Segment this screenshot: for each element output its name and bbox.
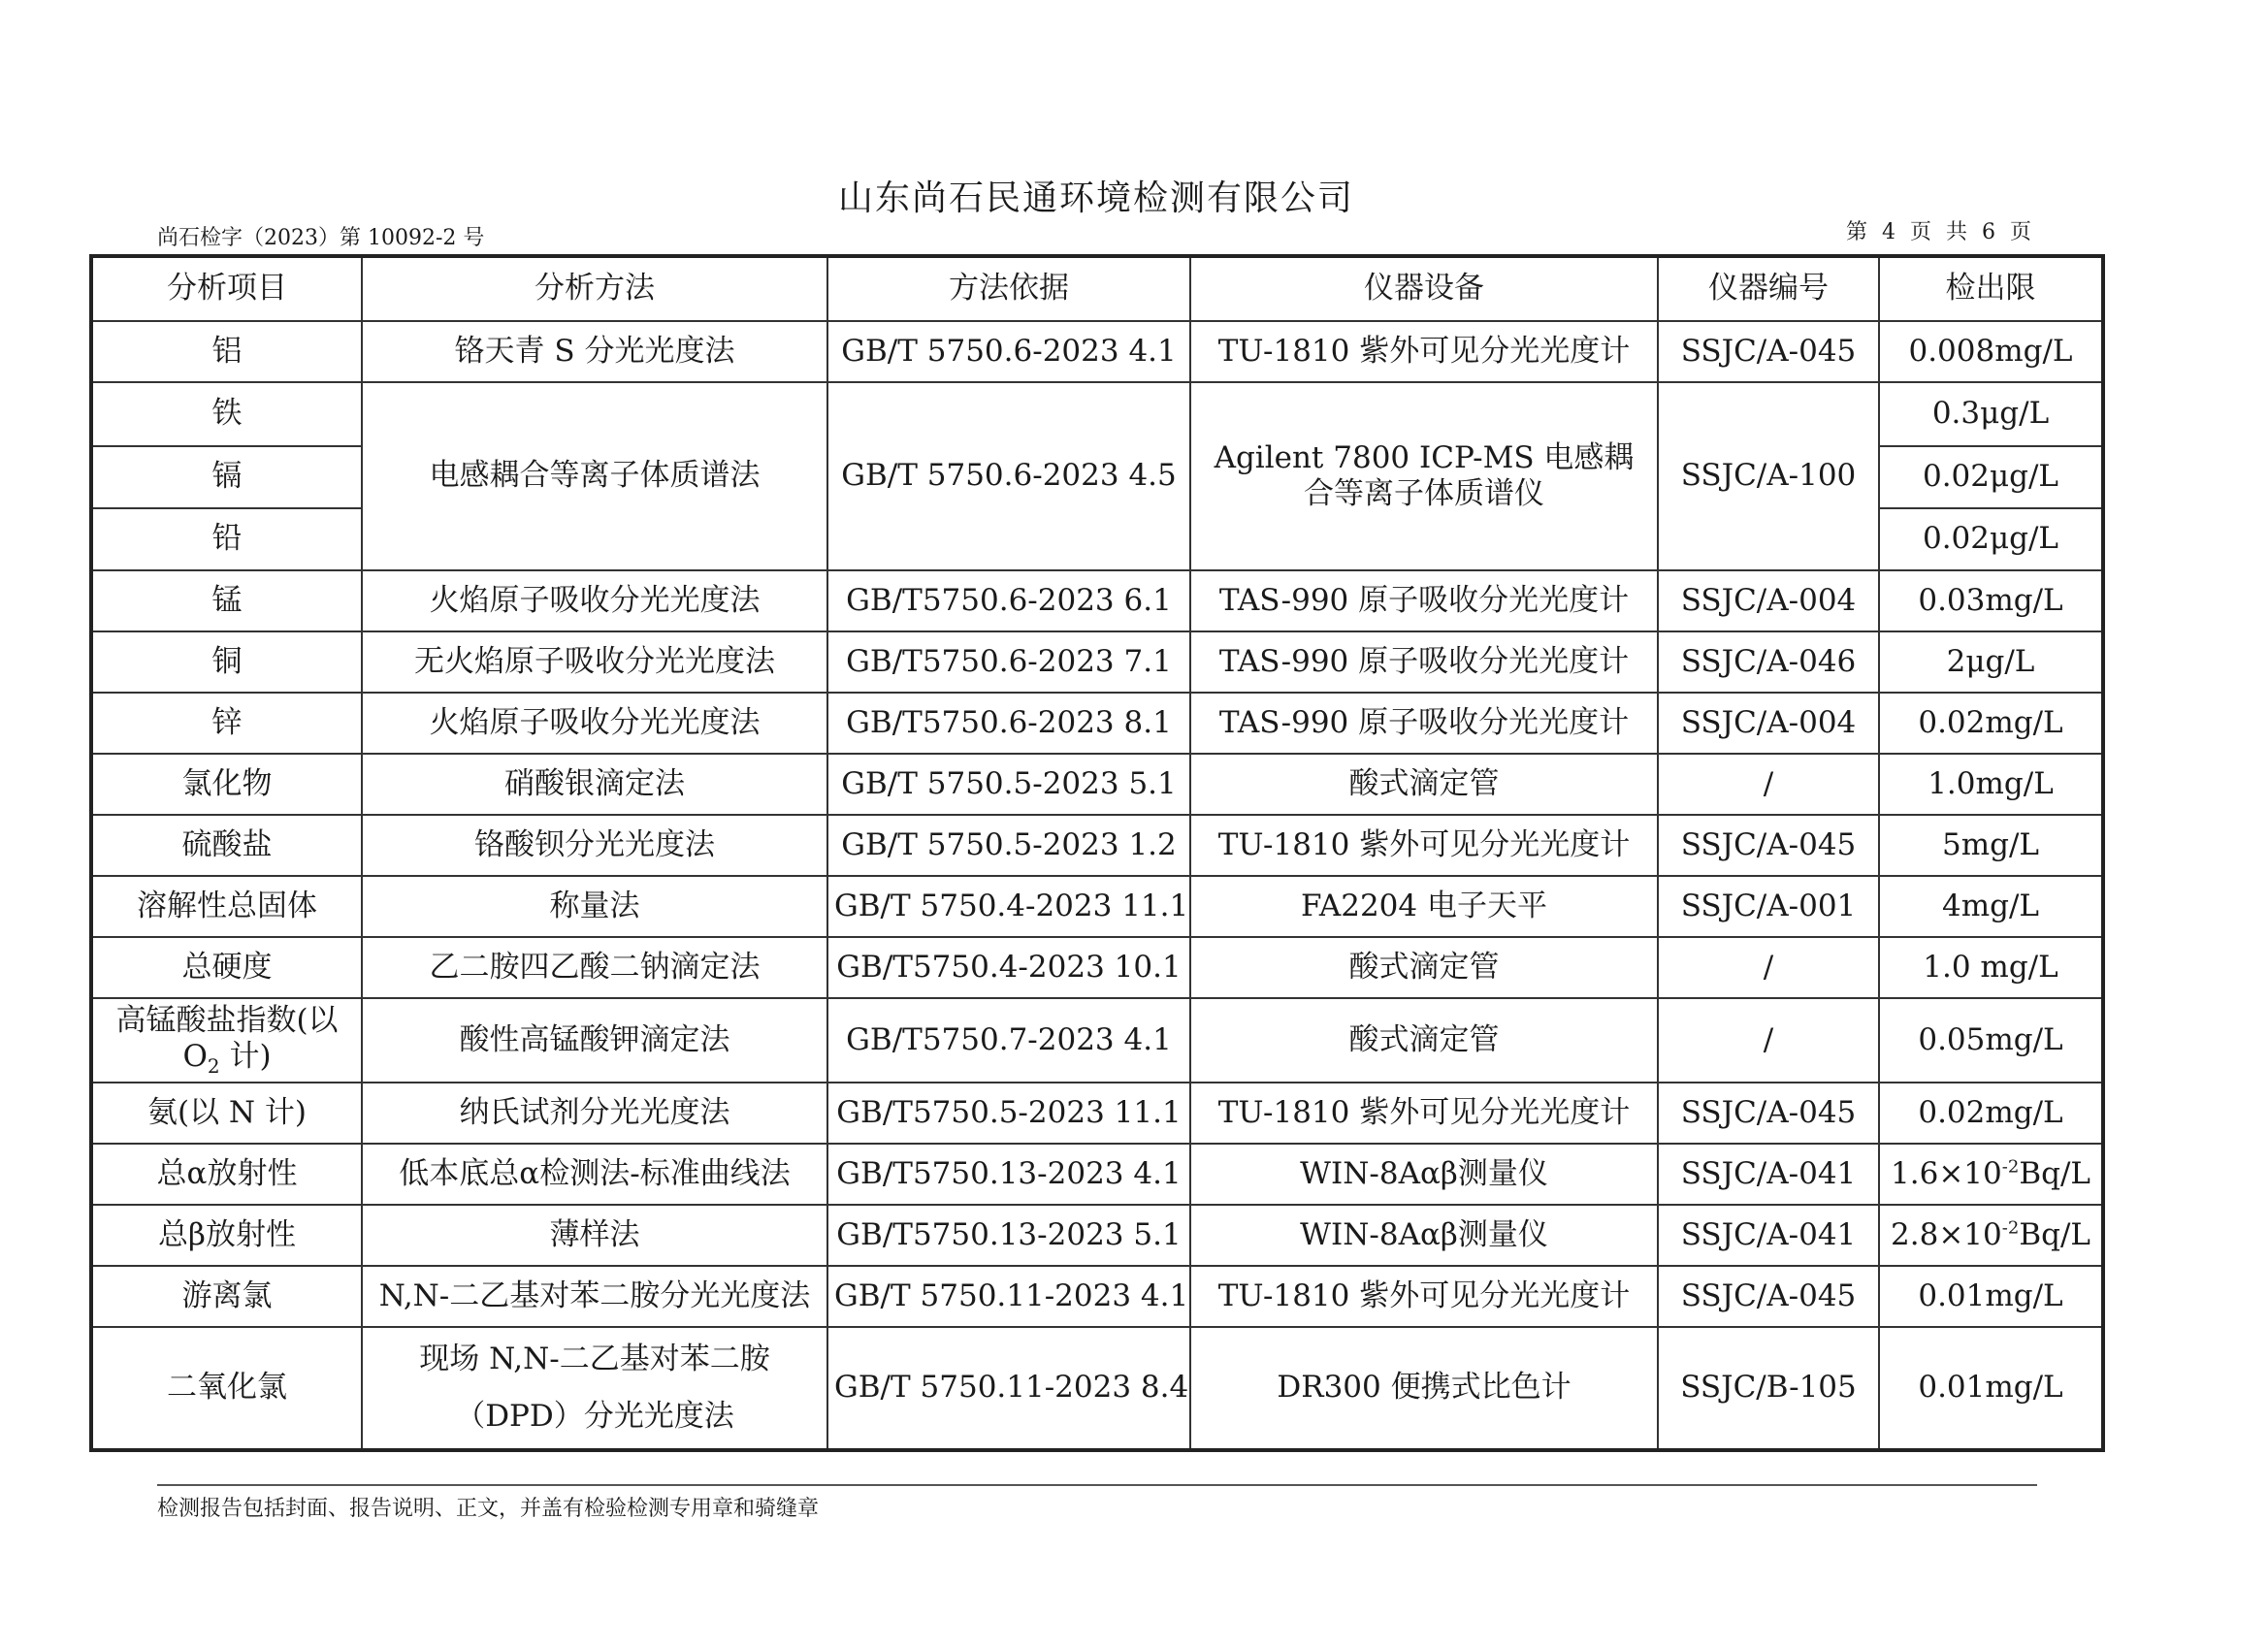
table-row xyxy=(91,1144,2103,1205)
detection-limit: 0.03mg/L xyxy=(1879,570,2103,631)
method-standard: GB/T 5750.11-2023 4.1 xyxy=(827,1266,1190,1327)
instrument: 酸式滴定管 xyxy=(1190,754,1658,815)
analysis-method-line: 现场 N,N-二乙基对苯二胺 xyxy=(419,1342,770,1377)
instrument: TAS-990 原子吸收分光光度计 xyxy=(1190,570,1658,631)
analysis-item: 锌 xyxy=(91,693,362,754)
detection-limit: 4mg/L xyxy=(1879,876,2103,937)
method-standard: GB/T 5750.5-2023 5.1 xyxy=(827,754,1190,815)
column-header: 检出限 xyxy=(1879,256,2103,321)
analysis-item: 铜 xyxy=(91,631,362,693)
analysis-item: 氯化物 xyxy=(91,754,362,815)
instrument-number: SSJC/A-041 xyxy=(1658,1144,1879,1205)
instrument-number: SSJC/A-045 xyxy=(1658,815,1879,876)
analysis-item-line: 高锰酸盐指数(以 xyxy=(115,1002,339,1038)
method-standard: GB/T 5750.6-2023 4.5 xyxy=(827,382,1190,570)
analysis-method: 乙二胺四乙酸二钠滴定法 xyxy=(362,937,827,998)
table-row xyxy=(91,382,2103,446)
table-row xyxy=(91,998,2103,1083)
column-header: 仪器编号 xyxy=(1658,256,1879,321)
page-title: 山东尚石民通环境检测有限公司 xyxy=(837,178,1354,218)
analysis-method: 火焰原子吸收分光光度法 xyxy=(362,570,827,631)
analysis-method: 称量法 xyxy=(362,876,827,937)
instrument-number: / xyxy=(1658,998,1879,1083)
analysis-method: 薄样法 xyxy=(362,1205,827,1266)
instrument: FA2204 电子天平 xyxy=(1190,876,1658,937)
column-header: 方法依据 xyxy=(827,256,1190,321)
detection-limit: 1.0 mg/L xyxy=(1879,937,2103,998)
instrument-number: SSJC/A-045 xyxy=(1658,1083,1879,1144)
table-row xyxy=(91,937,2103,998)
detection-limit: 0.02μg/L xyxy=(1879,446,2103,508)
analysis-item xyxy=(91,998,362,1083)
analysis-method xyxy=(362,1327,827,1450)
detection-limit: 0.05mg/L xyxy=(1879,998,2103,1083)
analysis-method: 硝酸银滴定法 xyxy=(362,754,827,815)
table-row xyxy=(91,754,2103,815)
analysis-item-line: $O_2$ 计) xyxy=(182,1039,272,1079)
table-header-row xyxy=(91,256,2103,321)
instrument: Agilent 7800 ICP-MS 电感耦合等离子体质谱仪 xyxy=(1190,382,1658,570)
analysis-item: 二氧化氯 xyxy=(91,1327,362,1450)
detection-limit: 0.02mg/L xyxy=(1879,693,2103,754)
detection-limit: 5mg/L xyxy=(1879,815,2103,876)
instrument: TU-1810 紫外可见分光光度计 xyxy=(1190,1266,1658,1327)
table-row xyxy=(91,1327,2103,1450)
instrument-number: SSJC/A-041 xyxy=(1658,1205,1879,1266)
method-standard: GB/T5750.4-2023 10.1 xyxy=(827,937,1190,998)
analysis-method: 铬酸钡分光光度法 xyxy=(362,815,827,876)
instrument: DR300 便携式比色计 xyxy=(1190,1327,1658,1450)
analysis-item: 总β放射性 xyxy=(91,1205,362,1266)
instrument-number: SSJC/A-001 xyxy=(1658,876,1879,937)
detection-limit: 2μg/L xyxy=(1879,631,2103,693)
instrument: TAS-990 原子吸收分光光度计 xyxy=(1190,631,1658,693)
instrument-number: SSJC/A-004 xyxy=(1658,693,1879,754)
instrument: TU-1810 紫外可见分光光度计 xyxy=(1190,321,1658,382)
instrument-number: SSJC/A-046 xyxy=(1658,631,1879,693)
method-standard: GB/T5750.6-2023 7.1 xyxy=(827,631,1190,693)
analysis-item: 氨(以 N 计) xyxy=(91,1083,362,1144)
detection-limit: $2.8\times 10^{-2}Bq/L$ xyxy=(1879,1205,2103,1266)
method-standard: GB/T5750.13-2023 5.1 xyxy=(827,1205,1190,1266)
method-standard: GB/T 5750.6-2023 4.1 xyxy=(827,321,1190,382)
analysis-item: 硫酸盐 xyxy=(91,815,362,876)
column-header: 分析方法 xyxy=(362,256,827,321)
analysis-method-line: （DPD）分光光度法 xyxy=(455,1399,734,1434)
detection-limit: 0.008mg/L xyxy=(1879,321,2103,382)
instrument-number: SSJC/A-004 xyxy=(1658,570,1879,631)
table-row xyxy=(91,815,2103,876)
detection-limit: 1.0mg/L xyxy=(1879,754,2103,815)
detection-limit: 0.01mg/L xyxy=(1879,1327,2103,1450)
instrument-number: / xyxy=(1658,754,1879,815)
analysis-method: 酸性高锰酸钾滴定法 xyxy=(362,998,827,1083)
method-standard: GB/T5750.7-2023 4.1 xyxy=(827,998,1190,1083)
table-row xyxy=(91,1266,2103,1327)
table-row xyxy=(91,1205,2103,1266)
analysis-method: 无火焰原子吸收分光光度法 xyxy=(362,631,827,693)
instrument: WIN-8Aαβ测量仪 xyxy=(1190,1205,1658,1266)
table-row xyxy=(91,570,2103,631)
method-standard: GB/T5750.13-2023 4.1 xyxy=(827,1144,1190,1205)
instrument: TU-1810 紫外可见分光光度计 xyxy=(1190,815,1658,876)
method-standard: GB/T5750.6-2023 8.1 xyxy=(827,693,1190,754)
analysis-method: 纳氏试剂分光光度法 xyxy=(362,1083,827,1144)
analysis-item: 总硬度 xyxy=(91,937,362,998)
analysis-item: 总α放射性 xyxy=(91,1144,362,1205)
instrument-number: SSJC/A-045 xyxy=(1658,321,1879,382)
method-standard: GB/T 5750.5-2023 1.2 xyxy=(827,815,1190,876)
instrument: 酸式滴定管 xyxy=(1190,937,1658,998)
footer-divider xyxy=(157,1484,2037,1486)
method-standard: GB/T 5750.4-2023 11.1 xyxy=(827,876,1190,937)
method-standard: GB/T5750.6-2023 6.1 xyxy=(827,570,1190,631)
instrument-number: SSJC/A-100 xyxy=(1658,382,1879,570)
analysis-item: 镉 xyxy=(91,446,362,508)
analysis-item: 铝 xyxy=(91,321,362,382)
page-indicator: 第 4 页 共 6 页 xyxy=(1846,220,2035,244)
analysis-method: 电感耦合等离子体质谱法 xyxy=(362,382,827,570)
instrument: TU-1810 紫外可见分光光度计 xyxy=(1190,1083,1658,1144)
table-row xyxy=(91,876,2103,937)
analysis-method: 低本底总α检测法-标准曲线法 xyxy=(362,1144,827,1205)
instrument: 酸式滴定管 xyxy=(1190,998,1658,1083)
analysis-item: 溶解性总固体 xyxy=(91,876,362,937)
analysis-item: 游离氯 xyxy=(91,1266,362,1327)
detection-limit: 0.3μg/L xyxy=(1879,382,2103,446)
table-row xyxy=(91,693,2103,754)
table-row xyxy=(91,321,2103,382)
report-number: 尚石检字（2023）第 10092-2 号 xyxy=(157,226,485,250)
analysis-item: 锰 xyxy=(91,570,362,631)
detection-limit: 0.01mg/L xyxy=(1879,1266,2103,1327)
analysis-item: 铅 xyxy=(91,508,362,570)
analysis-method: 火焰原子吸收分光光度法 xyxy=(362,693,827,754)
column-header: 分析项目 xyxy=(91,256,362,321)
detection-limit: 0.02μg/L xyxy=(1879,508,2103,570)
instrument-number: SSJC/A-045 xyxy=(1658,1266,1879,1327)
table-row xyxy=(91,1083,2103,1144)
method-standard: GB/T 5750.11-2023 8.4 xyxy=(827,1327,1190,1450)
footer-note: 检测报告包括封面、报告说明、正文，并盖有检验检测专用章和骑缝章 xyxy=(157,1497,820,1521)
column-header: 仪器设备 xyxy=(1190,256,1658,321)
analysis-item: 铁 xyxy=(91,382,362,446)
instrument-number: SSJC/B-105 xyxy=(1658,1327,1879,1450)
instrument: TAS-990 原子吸收分光光度计 xyxy=(1190,693,1658,754)
detection-limit: $1.6\times 10^{-2}Bq/L$ xyxy=(1879,1144,2103,1205)
instrument-number: / xyxy=(1658,937,1879,998)
instrument: WIN-8Aαβ测量仪 xyxy=(1190,1144,1658,1205)
analysis-method: N,N-二乙基对苯二胺分光光度法 xyxy=(362,1266,827,1327)
method-standard: GB/T5750.5-2023 11.1 xyxy=(827,1083,1190,1144)
detection-limit: 0.02mg/L xyxy=(1879,1083,2103,1144)
table-row xyxy=(91,631,2103,693)
analysis-methods-table xyxy=(89,254,2105,1452)
analysis-method: 铬天青 S 分光光度法 xyxy=(362,321,827,382)
